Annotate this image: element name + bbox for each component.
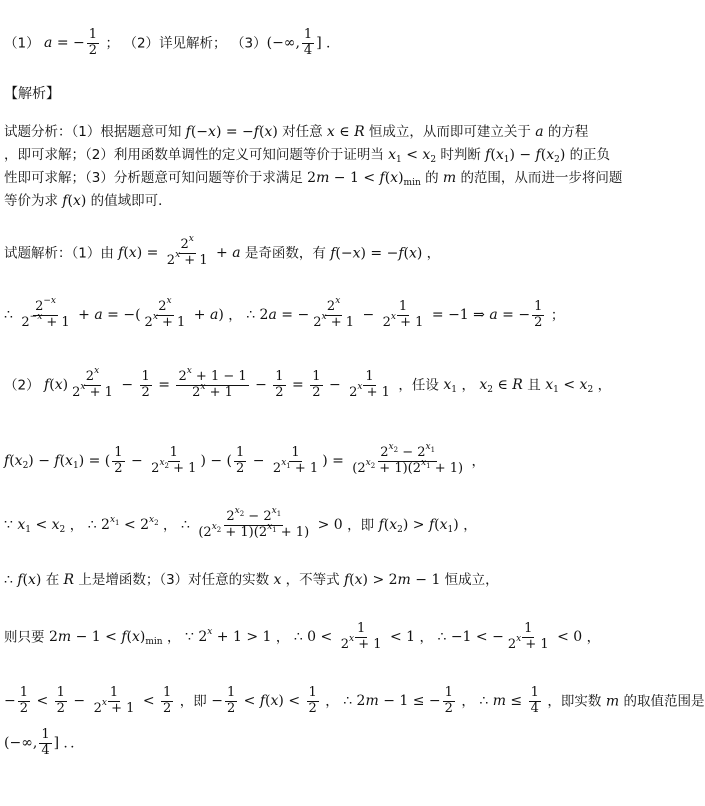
analysis-line-2 [4, 147, 610, 164]
solution-t5: ，任设 [398, 377, 439, 394]
solution-t17: 则只要 [4, 629, 45, 646]
solution-t20: ， [419, 629, 434, 646]
solution-t11: ，即 [347, 517, 375, 534]
math-f-def: f(x) = $\frac{2^x}{2^x + 1}$ + a [118, 234, 241, 268]
solution-line-2 [4, 296, 565, 331]
math-therefore-fx: ∴ f(x) [4, 572, 42, 588]
analysis-s1l: 的值域即可． [90, 193, 172, 209]
analysis-line-3 [4, 170, 622, 187]
analysis-s1f: 时判断 [440, 147, 481, 163]
math-because: ∵ $x_1 < x_2$ [4, 517, 66, 536]
solution-t1: 是奇函数，有 [244, 245, 326, 262]
analysis-s1k: 等价为求 [4, 193, 58, 209]
math-x1-lt-x2-b: $x_1 < x_2$ [545, 377, 594, 396]
math-odd-eq: f(−x) = −f(x) [330, 245, 423, 262]
solution-t16: 恒成立， [444, 572, 499, 588]
section-title: 【解析】 [4, 86, 60, 102]
math-bound-2: ∴ −1 < − $\frac{1}{2^x + 1}$ < 0 [437, 621, 583, 652]
math-m-result: ∴ m ≤ $\frac{1}{4}$ [479, 685, 539, 716]
math-need: $2m - 1 < f(x)_{min}$ [48, 629, 163, 648]
analysis-s1d: 的方程 [547, 124, 589, 140]
answer-part3-label: （3） [231, 35, 267, 52]
math-fx2-gt-fx1: $f(x_2) > f(x_1)$ [378, 517, 459, 536]
solution-t6: ， [461, 377, 475, 394]
solution-t24: ， [461, 693, 475, 710]
math-m: m [442, 170, 457, 186]
math-exp-compare: ∴ $2^{x_1} < 2^{x_2}$ [87, 515, 159, 534]
math-f-range: − $\frac{1}{2}$ < f(x) < $\frac{1}{2}$ [211, 685, 317, 716]
math-inequality: f(x) > 2m − 1 [343, 572, 441, 588]
solution-line-4 [4, 442, 486, 477]
math-because-2: ∵ $2^x + 1 > 1$ [184, 627, 272, 646]
math-bound-1: ∴ 0 < $\frac{1}{2^x + 1}$ < 1 [293, 621, 416, 652]
math-x-in-r: x ∈ R [326, 124, 365, 140]
solution-t18: ， [167, 629, 181, 646]
math-m-var: m [605, 693, 620, 710]
solution-t10b: ， [163, 517, 177, 534]
solution-t12: ， [463, 517, 477, 534]
solution-t13: 在 [45, 572, 60, 588]
analysis-line-1 [4, 124, 588, 141]
answer-part2-text: 详见解析； [159, 35, 227, 52]
math-x1: $x_1$ [443, 377, 457, 396]
solution-line-1 [4, 234, 441, 269]
math-step-b: ∴ 2a = − $\frac{2^x}{2^x + 1}$ − $\frac{1}{2^x + 1}$ = −1 ⇒ a = − $\frac{1}{2}$ [246, 296, 543, 330]
math-f-rewrite: f(x) $\frac{2^x}{2^x + 1}$ − $\frac{1}{2}$ = $\frac{2^x + 1 - 1}{2^x + 1}$ − $\frac{1}{2}$ = $\frac{1}{2}$ − $\frac{1}{2^x + 1}$ [44, 366, 390, 400]
math-difference: $f(x_2) - f(x_1)$ = ( $\frac{1}{2}$ − $\frac{1}{2^{x_2} + 1}$ ) − ( $\frac{1}{2}$ − $\frac{1}{2^{x_1} + 1}$ ) = $\frac{2^{x_2} - 2^{x_1}}{(2^{x_2} + 1)(2^{x_1} + 1)}$ [4, 442, 464, 476]
analysis-s1g: 的正负 [569, 147, 611, 163]
solution-t25: ，即实数 [547, 693, 602, 710]
analysis-s1c: 恒成立，从而即可建立关于 [368, 124, 531, 140]
math-a: a [535, 124, 544, 140]
math-positive: ∴ $\frac{2^{x_2} - 2^{x_1}}{(2^{x_2} + 1)(2^{x_1} + 1)}$ > 0 [181, 506, 343, 540]
answer-part2-label: （2） [123, 35, 160, 52]
solution-t4: ； [550, 307, 565, 324]
solution-t9: ， [471, 453, 486, 470]
answer-part3-math: (−∞, $\frac{1}{4}$ ] [266, 27, 322, 58]
solution-t10: ， [69, 517, 84, 534]
answer-end: ． [326, 35, 340, 52]
math-final-interval: (−∞, $\frac{1}{4}$ ] [4, 727, 60, 758]
solution-t8: ， [597, 377, 612, 394]
analysis-s1i: 的 [425, 170, 439, 186]
solution-t26: 的取值范围是 [623, 693, 705, 710]
solution-line-6 [4, 572, 499, 589]
answer-sep: ； [105, 35, 120, 52]
answer-line [4, 28, 340, 59]
solution-t2: ， [426, 245, 441, 262]
solution-t27: ．． [63, 735, 84, 752]
solution-line-7 [4, 622, 600, 653]
math-r: R [63, 572, 75, 588]
math-x: x [273, 572, 282, 588]
math-x2-in-r: $x_2$ ∈ R [479, 377, 523, 396]
analysis-s1j: 的范围，从而进一步将问题 [460, 170, 623, 186]
solution-line-9 [4, 728, 84, 759]
solution-t7: 且 [527, 377, 541, 394]
math-2m-1-lt-fmin: $2m - 1 < f(x)_{min}$ [307, 170, 421, 188]
analysis-s1a: （1）根据题意可知 [71, 124, 182, 140]
solution-line-3 [4, 366, 612, 401]
analysis-s1b: 对任意 [282, 124, 323, 140]
solution-t3: ， [228, 307, 242, 324]
answer-part1-label: （1） [4, 35, 40, 52]
solution-line-8 [4, 686, 705, 717]
math-fx: f(x) [62, 193, 87, 209]
solution-t15: ，不等式 [285, 572, 340, 588]
math-m-ineq: ∴ 2m − 1 ≤ − $\frac{1}{2}$ [343, 685, 453, 716]
math-fx1-minus-fx2: $f(x_1) - f(x_2)$ [485, 147, 566, 165]
solution-t14: 上是增函数；（3）对任意的实数 [78, 572, 270, 588]
solution-t23: ， [325, 693, 339, 710]
solution-t19: ， [275, 629, 290, 646]
answer-part1-math: a = − $\frac{1}{2}$ [44, 27, 98, 58]
analysis-s1h: 性即可求解；（3）分析题意可知问题等价于求满足 [4, 170, 303, 186]
solution-t21: ， [586, 629, 601, 646]
math-x1-lt-x2: $x_1 < x_2$ [388, 147, 437, 165]
analysis-line-4 [4, 193, 172, 210]
solution-p2: （2） [4, 377, 40, 394]
math-range-chain: − $\frac{1}{2}$ < $\frac{1}{2}$ − $\frac{1}{2^x + 1}$ < $\frac{1}{2}$ [4, 685, 172, 716]
solution-t22: ，即 [179, 693, 207, 710]
analysis-s1e: ，即可求解；（2）利用函数单调性的定义可知问题等价于证明当 [4, 147, 384, 163]
analysis-lead: 试题分析： [4, 124, 72, 140]
math-step-a: ∴ $\frac{2^{-x}}{2^{-x} + 1}$ + a = −( $\frac{2^x}{2^x + 1}$ + a) [4, 296, 224, 330]
solution-line-5 [4, 506, 477, 541]
solution-lead: 试题解析：（1）由 [4, 245, 114, 262]
math-odd-condition: f(−x) = −f(x) [185, 124, 278, 140]
